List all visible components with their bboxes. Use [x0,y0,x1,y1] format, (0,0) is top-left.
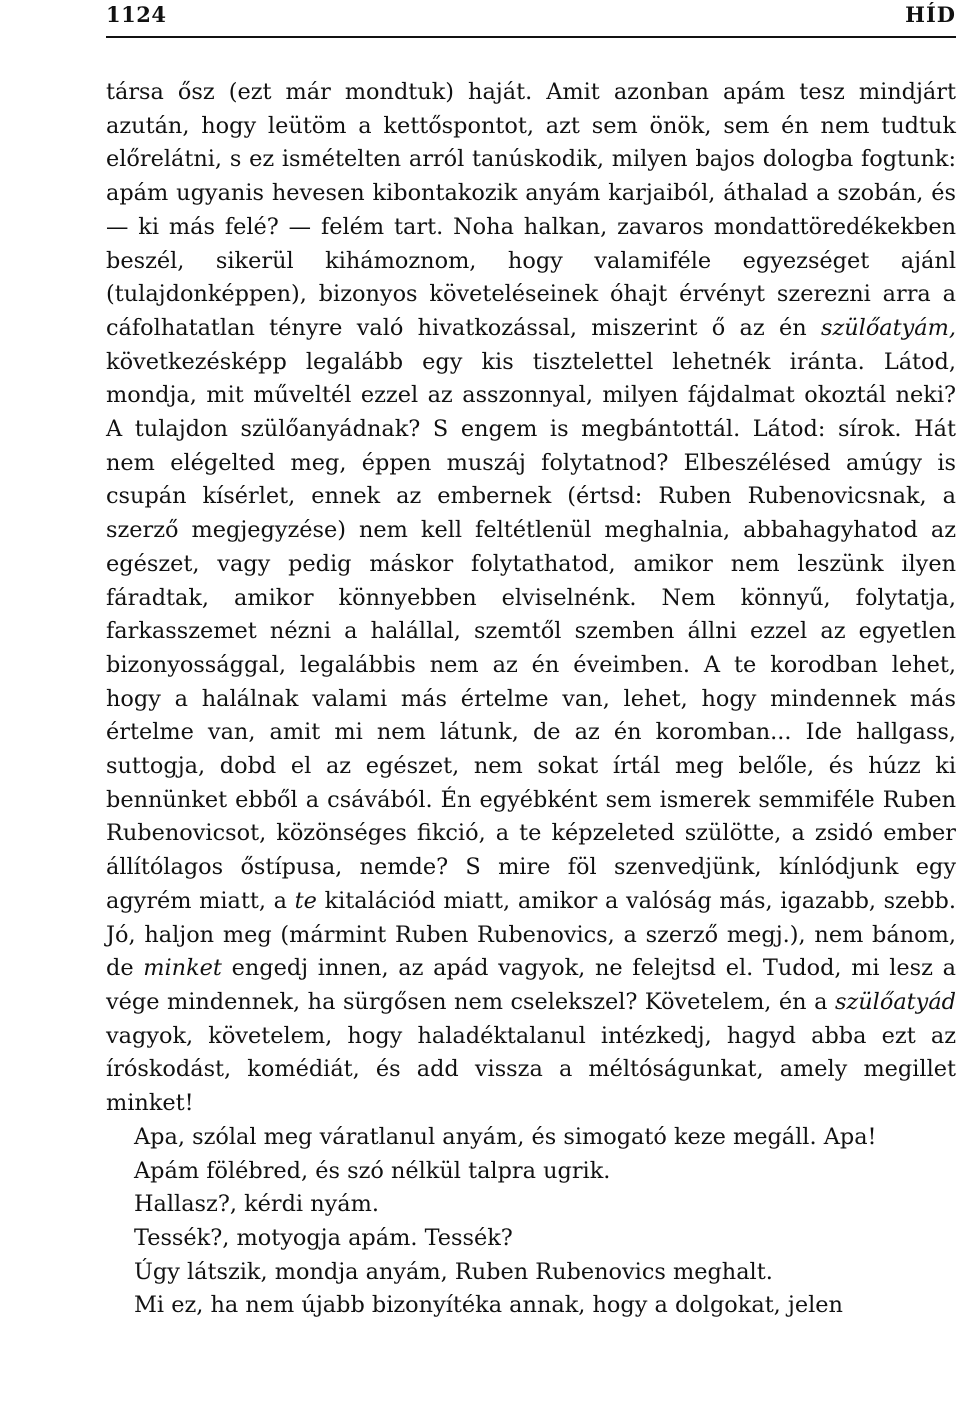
text-run: Tessék?, motyogja apám. Tessék? [134,1224,513,1251]
italic-text-run: szülőatyád [834,988,956,1015]
italic-text-run: minket [143,955,222,982]
italic-text-run: te [294,887,317,914]
text-run: Úgy látszik, mondja anyám, Ruben Rubenovics meghalt. [134,1258,773,1285]
text-run: Mi ez, ha nem újabb bizonyítéka annak, hogy a dolgokat, jelen [134,1292,843,1319]
text-run: Apa, szólal meg váratlanul anyám, és simogató keze megáll. Apa! [134,1123,877,1150]
running-head [106,0,956,38]
italic-text-run: szülőatyám, [820,314,956,341]
paragraph [106,76,956,1121]
paragraph [106,1222,956,1256]
paragraph [106,1155,956,1189]
paragraph [106,1121,956,1155]
text-run: Hallasz?, kérdi nyám. [134,1191,379,1218]
text-run: vagyok, követelem, hogy haladéktalanul intézkedj, hagyd abba ezt az íróskodást, komédiát, és add vissza a méltóságunkat, amely megillet minket! [106,1022,956,1117]
text-run: következésképp legalább egy kis tisztelettel lehetnék iránta. Látod, mondja, mit műveltél ezzel az asszonnyal, milyen fájdalmat okoztál neki? A tulajdon szülőanyádnak? S engem is megbántottál. Látod: sírok. Hát nem elégelted meg, éppen muszáj folytatnod? Elbeszélésed amúgy is csupán kísérlet, ennek az embernek (értsd: Ruben Rubenovicsnak, a szerző megjegyzése) nem kell feltétlenül meghalnia, abbahagyhatod az egészet, vagy pedig máskor folytathatod, amikor nem leszünk ilyen fáradtak, amikor könnyebben elviselnénk. Nem könnyű, folytatja, farkasszemet nézni a halállal, szemtől szemben állni ezzel az egyetlen bizonyossággal, legalábbis nem az én éveimben. A te korodban lehet, hogy a halálnak valami más értelme van, lehet, hogy mindennek más értelme van, amit mi nem látunk, de az én koromban... Ide hallgass, suttogja, dobd el az egészet, nem sokat írtál meg belőle, és húzz ki bennünket ebből a csávából. Én egyébként sem ismerek semmiféle Ruben Rubenovicsot, közönséges fikció, a te képzeleted szülötte, a zsidó ember állítólagos őstípusa, nemde? S mire föl szenvedjünk, kínlódjunk egy agyrém miatt, a [106,348,956,914]
page-number: 1124 [106,2,167,27]
text-run: társa ősz (ezt már mondtuk) haját. Amit azonban apám tesz mindjárt azután, hogy leütöm a kettőspontot, azt sem önök, sem én nem tudtuk előrelátni, s ez ismételten arról tanúskodik, milyen bajos dologba fogtunk: apám ugyanis hevesen kibontakozik anyám karjaiból, áthalad a szobán, és — ki más felé? — felém tart. Noha halkan, zavaros mondattöredékekben beszél, sikerül kihámoznom, hogy valamiféle egyezséget ajánl (tulajdonképpen), bizonyos követeléseinek óhajt érvényt szerezni arra a cáfolhatatlan tényre való hivatkozással, miszerint ő az én [106,79,956,341]
text-run: engedj innen, az apád vagyok, ne felejtsd el. Tudod, mi lesz a vége mindennek, ha sürgősen nem cselekszel? Követelem, én a [106,955,957,1015]
paragraph [106,1188,956,1222]
paragraph [106,1256,956,1290]
text-run: Apám fölébred, és szó nélkül talpra ugrik. [134,1157,611,1184]
journal-title: HÍD [905,2,956,27]
text-run: kitalációd miatt, amikor a valóság más, igazabb, szebb. Jó, haljon meg (mármint Ruben Rubenovics, a szerző megj.), nem bánom, de [106,887,956,982]
paragraph [106,1289,956,1323]
body-text [106,76,956,1323]
